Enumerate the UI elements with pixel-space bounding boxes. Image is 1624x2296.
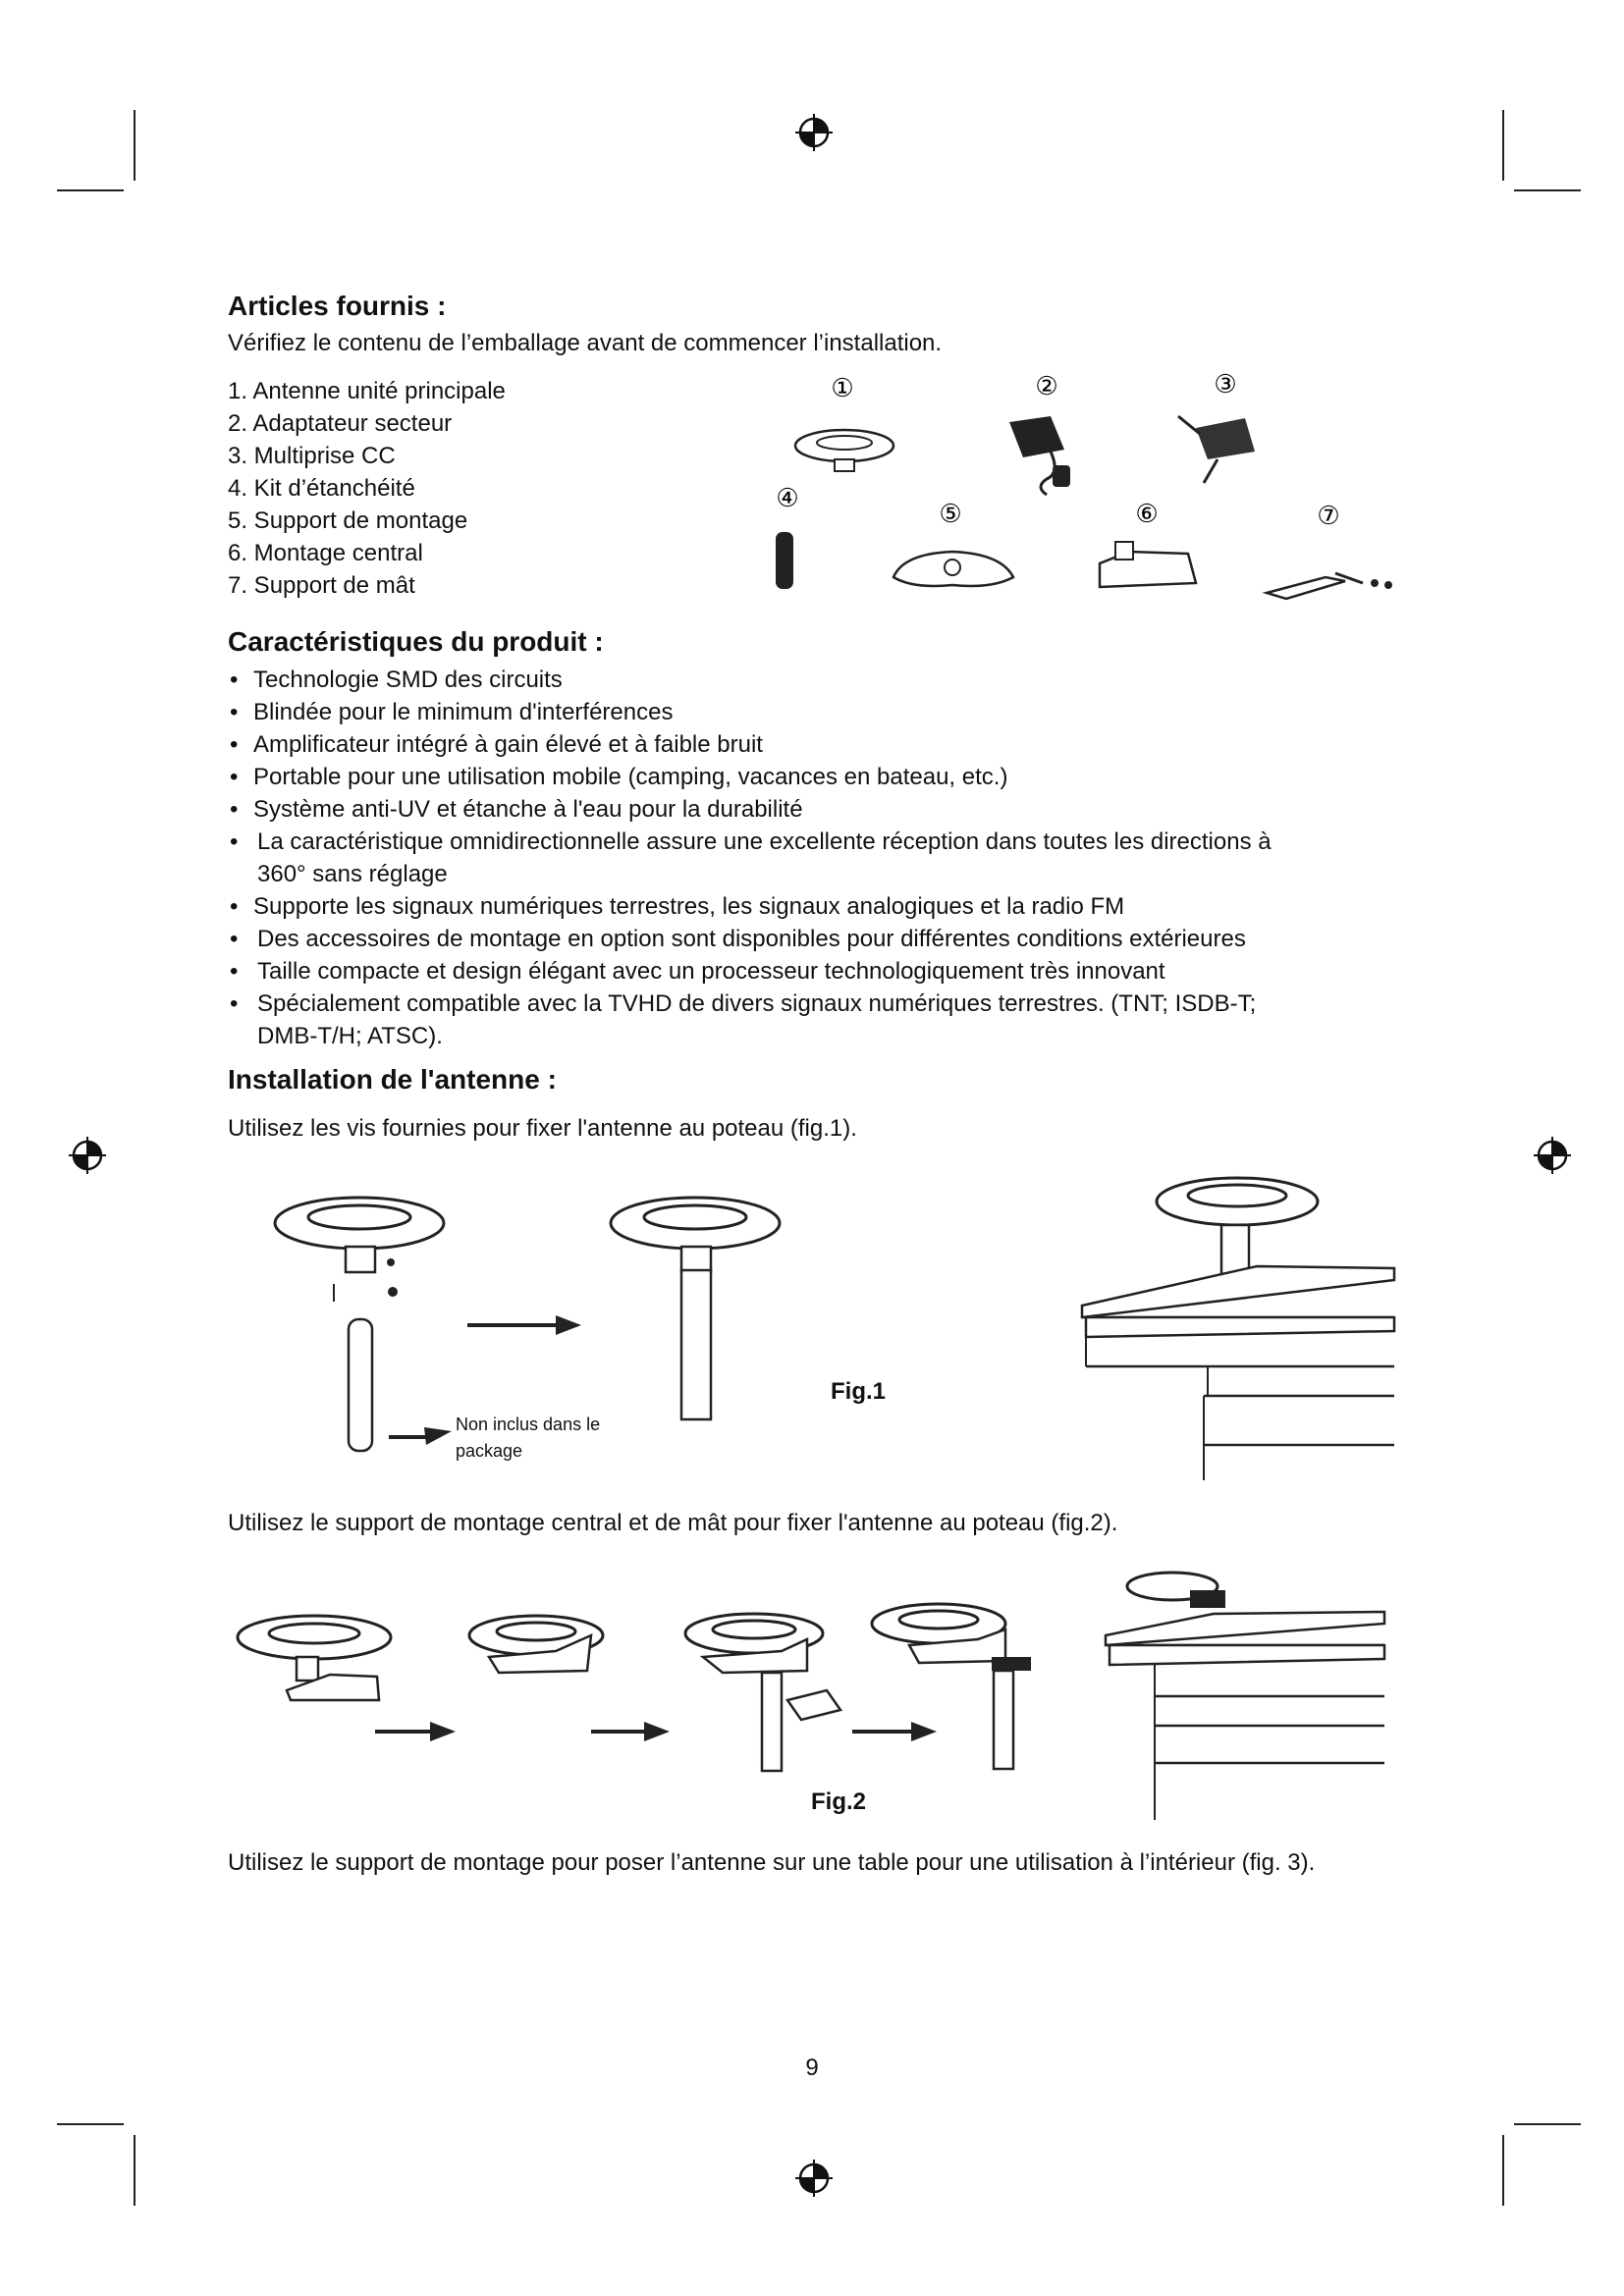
bullet-dot: •	[230, 796, 239, 823]
crop-mark-bottom-left-horizontal	[57, 2123, 124, 2125]
circle-label-3: ③	[1214, 371, 1237, 399]
waterproof-kit-icon	[776, 532, 793, 589]
bullet-dot: •	[230, 990, 239, 1017]
bullet-dot: •	[230, 958, 239, 985]
feature-text: Taille compacte et design élégant avec un processeur technologiquement très innovant	[257, 958, 1165, 985]
list-item	[228, 728, 1272, 761]
features-heading: Caractéristiques du produit :	[228, 626, 604, 657]
circle-label-6: ⑥	[1135, 499, 1159, 528]
registration-mark-bottom-icon	[795, 2160, 833, 2197]
install-step-2: Utilisez le support de montage central et de mât pour fixer l'antenne au poteau (fig.2).	[228, 1510, 1118, 1536]
bullet-dot: •	[230, 764, 239, 790]
feature-text: Des accessoires de montage en option sont disponibles pour différentes conditions extérieures	[257, 926, 1246, 952]
feature-text-continued: 360° sans réglage	[257, 861, 448, 887]
circle-label-4: ④	[776, 483, 799, 512]
feature-text: La caractéristique omnidirectionnelle assure une excellente réception dans toutes les directions à	[257, 828, 1272, 855]
feature-text: Système anti-UV et étanche à l'eau pour la durabilité	[253, 796, 803, 823]
feature-text: Amplificateur intégré à gain élevé et à faible bruit	[253, 731, 763, 758]
list-item	[228, 793, 1272, 826]
feature-text: Spécialement compatible avec la TVHD de divers signaux numériques terrestres. (TNT; ISDB-T;	[257, 990, 1257, 1017]
list-item: 7. Support de mât	[228, 572, 415, 599]
list-item	[228, 988, 1272, 1052]
page-number: 9	[805, 2055, 819, 2081]
bullet-dot: •	[230, 731, 239, 758]
central-mount-icon	[1100, 542, 1196, 587]
circle-label-5: ⑤	[939, 499, 962, 528]
registration-mark-top-icon	[795, 114, 833, 151]
install-heading: Installation de l'antenne :	[228, 1064, 557, 1095]
crop-mark-top-right-vertical	[1502, 110, 1504, 181]
list-item	[228, 923, 1272, 955]
items-heading: Articles fournis :	[228, 291, 447, 321]
bullet-dot: •	[230, 667, 239, 693]
list-item: 3. Multiprise CC	[228, 443, 396, 469]
package-contents-illustration	[756, 371, 1404, 607]
install-step-1: Utilisez les vis fournies pour fixer l'antenne au poteau (fig.1).	[228, 1115, 857, 1142]
list-item	[228, 826, 1272, 890]
bullet-dot: •	[230, 699, 239, 725]
fig1-note: Non inclus dans le package	[456, 1415, 601, 1461]
fig1-illustration	[265, 1174, 1404, 1488]
feature-text: Portable pour une utilisation mobile (camping, vacances en bateau, etc.)	[253, 764, 1008, 790]
dc-splitter-icon	[1178, 416, 1255, 483]
antenna-main-unit-icon	[795, 430, 893, 471]
features-list	[228, 664, 1272, 1052]
list-item	[228, 761, 1272, 793]
mounting-base-icon	[893, 552, 1013, 586]
bullet-dot: •	[230, 926, 239, 952]
list-item: 5. Support de montage	[228, 507, 468, 534]
items-list	[228, 375, 506, 602]
registration-mark-right-icon	[1534, 1137, 1571, 1174]
feature-text: Technologie SMD des circuits	[253, 667, 563, 693]
list-item	[228, 955, 1272, 988]
bullet-dot: •	[230, 893, 239, 920]
circle-label-1: ①	[831, 373, 854, 402]
list-item: 2. Adaptateur secteur	[228, 410, 453, 437]
fig1-label: Fig.1	[831, 1378, 887, 1405]
power-adapter-icon	[1009, 416, 1070, 495]
list-item	[228, 696, 1272, 728]
bullet-dot: •	[230, 828, 239, 855]
circle-label-2: ②	[1035, 371, 1058, 400]
list-item: 4. Kit d’étanchéité	[228, 475, 415, 502]
circle-label-7: ⑦	[1317, 501, 1340, 530]
items-intro: Vérifiez le contenu de l’emballage avant de commencer l’installation.	[228, 330, 943, 356]
feature-text: Supporte les signaux numériques terrestres, les signaux analogiques et la radio FM	[253, 893, 1125, 920]
crop-mark-bottom-right-horizontal	[1514, 2123, 1581, 2125]
list-item: 6. Montage central	[228, 540, 423, 566]
crop-mark-bottom-left-vertical	[134, 2135, 135, 2206]
mast-bracket-icon	[1267, 573, 1392, 599]
crop-mark-top-right-horizontal	[1514, 189, 1581, 191]
feature-text-continued: DMB-T/H; ATSC).	[257, 1023, 443, 1049]
list-item	[228, 890, 1272, 923]
fig2-label: Fig.2	[811, 1789, 867, 1815]
install-step-3: Utilisez le support de montage pour poser l’antenne sur une table pour une utilisation à l’intérieur (fig. 3).	[228, 1849, 1316, 1876]
crop-mark-top-left-horizontal	[57, 189, 124, 191]
list-item: 1. Antenne unité principale	[228, 378, 506, 404]
crop-mark-bottom-right-vertical	[1502, 2135, 1504, 2206]
list-item	[228, 664, 1272, 696]
feature-text: Blindée pour le minimum d'interférences	[253, 699, 674, 725]
registration-mark-left-icon	[69, 1137, 106, 1174]
crop-mark-top-left-vertical	[134, 110, 135, 181]
